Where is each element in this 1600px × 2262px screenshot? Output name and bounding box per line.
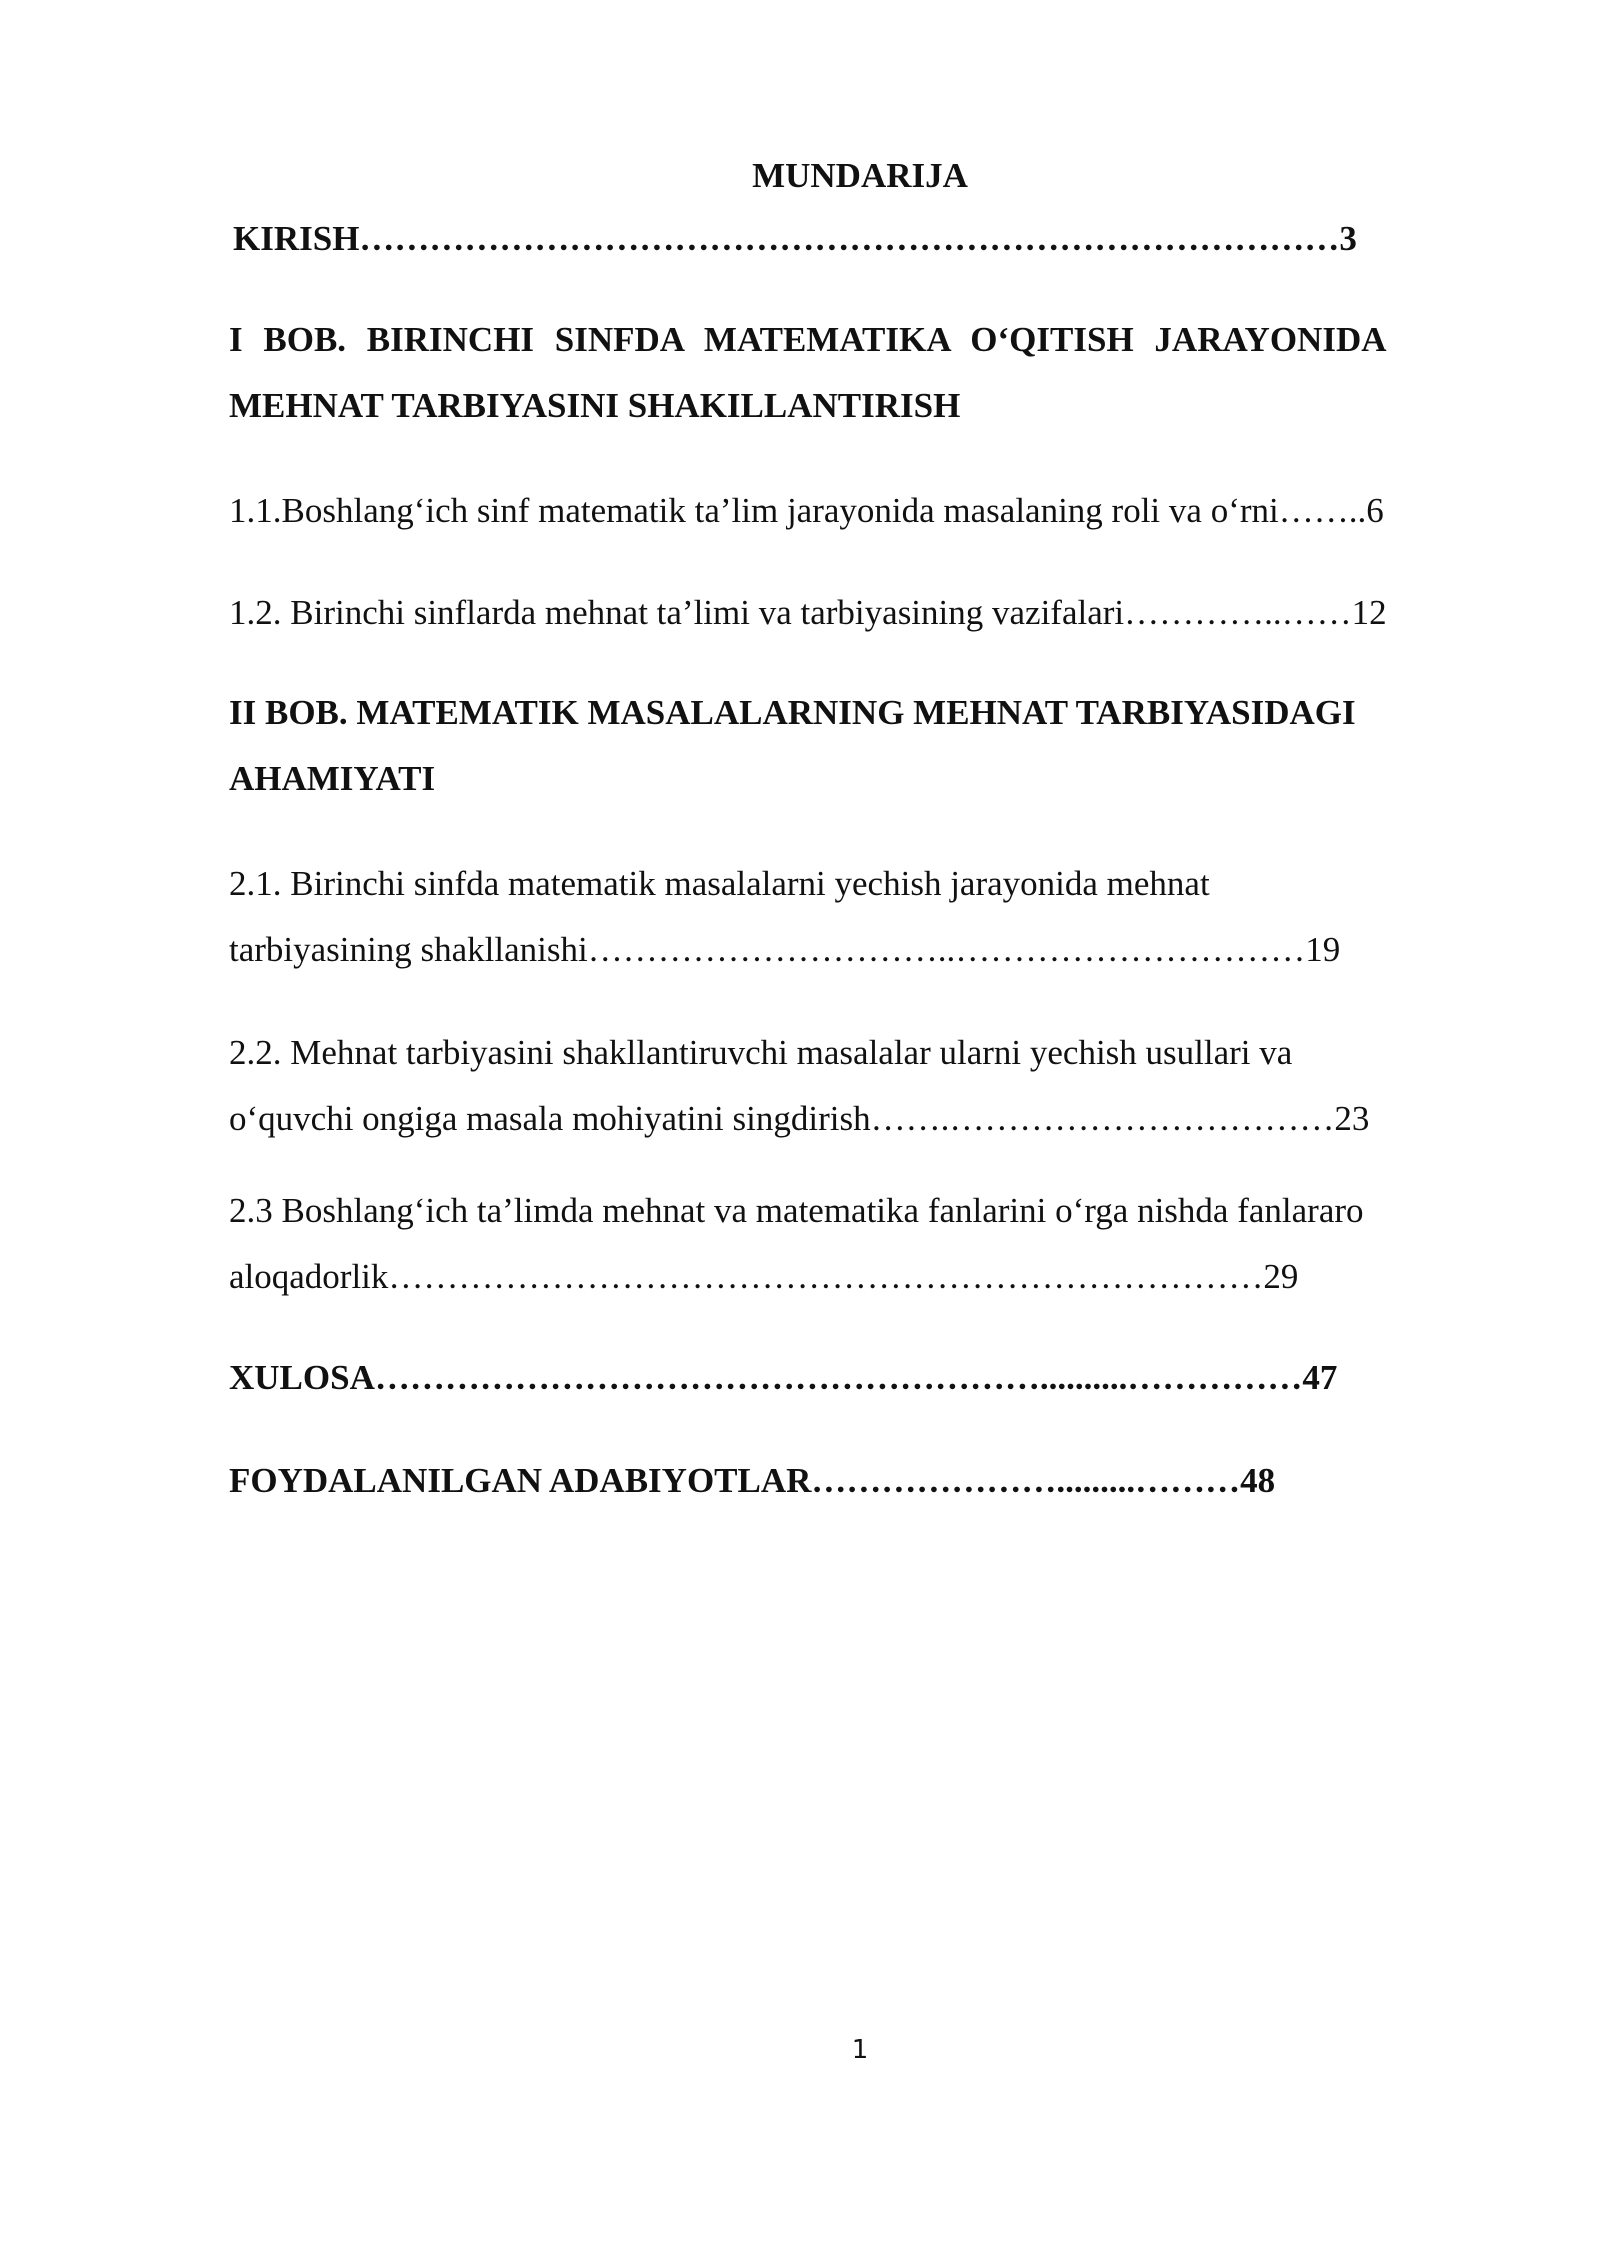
- toc-entry-section-1-2: 1.2. Birinchi sinflarda mehnat ta’limi va tarbiyasining vazifalari…………..……12: [229, 593, 1387, 632]
- toc-chapter-2-heading-line-2: AHAMIYATI: [229, 759, 436, 798]
- toc-entry-section-2-3: [229, 1178, 1489, 1310]
- toc-chapter-2-heading: [229, 680, 1489, 812]
- toc-entry-section-2-2-line-1: 2.2. Mehnat tarbiyasini shakllantiruvchi masalalar ularni yechish usullari va: [229, 1033, 1293, 1072]
- toc-entry-section-2-2: [229, 1020, 1489, 1152]
- toc-entry-section-2-3-line-2: aloqadorlik…………………………………………………………………29: [229, 1257, 1299, 1296]
- toc-chapter-1-heading-line-1: I BOB. BIRINCHI SINFDA MATEMATIKA O‘QITISH JARAYONIDA: [229, 320, 1387, 359]
- toc-entry-section-2-2-line-2: o‘quvchi ongiga masala mohiyatini singdirish…….……………………………23: [229, 1099, 1370, 1138]
- toc-entry-section-2-3-line-1: 2.3 Boshlang‘ich ta’limda mehnat va matematika fanlarini o‘rga nishda fanlararo: [229, 1191, 1364, 1230]
- toc-chapter-1-heading: [229, 307, 1489, 439]
- toc-entry-section-2-1-line-2: tarbiyasining shakllanishi…………………………..…………………………19: [229, 930, 1341, 969]
- toc-entry-section-1-1: 1.1.Boshlang‘ich sinf matematik ta’lim jarayonida masalaning roli va o‘rni……..6: [229, 491, 1384, 530]
- toc-entry-kirish: KIRISH…………………………………………………………………………3: [233, 219, 1357, 258]
- toc-chapter-2-heading-line-1: II BOB. MATEMATIK MASALALARNING MEHNAT TARBIYASIDAGI: [229, 693, 1356, 732]
- toc-entry-references: FOYDALANILGAN ADABIYOTLAR………………….........………48: [229, 1461, 1276, 1500]
- toc-entry-xulosa: XULOSA…………………………………………………..........……………47: [229, 1358, 1338, 1397]
- page-number: 1: [851, 2035, 869, 2065]
- toc-entry-section-2-1-line-1: 2.1. Birinchi sinfda matematik masalalarni yechish jarayonida mehnat: [229, 864, 1210, 903]
- toc-chapter-1-heading-line-2: MEHNAT TARBIYASINI SHAKILLANTIRISH: [229, 386, 961, 425]
- page-title: MUNDARIJA: [752, 156, 968, 195]
- toc-entry-section-2-1: [229, 851, 1489, 983]
